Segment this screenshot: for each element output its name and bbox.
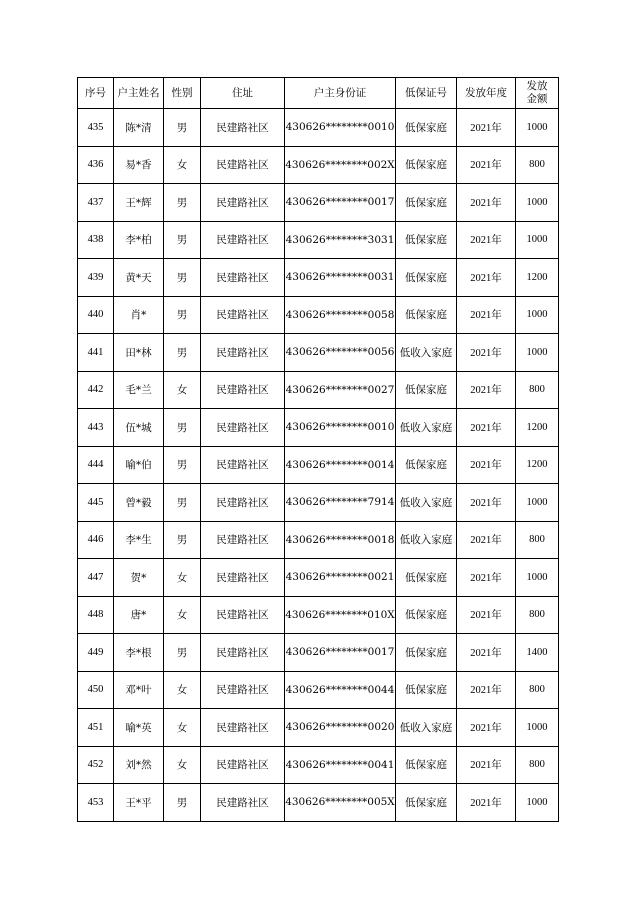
cell-id: 430626********0017: [285, 634, 396, 672]
cell-amount: 1000: [516, 184, 559, 222]
cell-address: 民建路社区: [201, 671, 285, 709]
table-header: [78, 78, 559, 109]
cell-gender: 男: [164, 409, 201, 447]
cell-id: 430626********0041: [285, 746, 396, 784]
cell-cert-type: 低收入家庭: [396, 409, 457, 447]
cell-year: 2021年: [457, 784, 516, 822]
header-amount: [516, 78, 559, 109]
cell-id: 430626********0020: [285, 709, 396, 747]
cell-amount: 800: [516, 146, 559, 184]
table-row: [78, 446, 559, 484]
cell-id: 430626********0010: [285, 409, 396, 447]
cell-address: 民建路社区: [201, 596, 285, 634]
cell-no: 437: [78, 184, 114, 222]
cell-address: 民建路社区: [201, 109, 285, 147]
cell-name: 喻*伯: [114, 446, 164, 484]
cell-name: 易*香: [114, 146, 164, 184]
header-no: 序号: [78, 78, 114, 109]
table-body: [78, 109, 559, 822]
cell-gender: 女: [164, 709, 201, 747]
cell-no: 435: [78, 109, 114, 147]
cell-id: 430626********0058: [285, 296, 396, 334]
cell-cert-type: 低保家庭: [396, 596, 457, 634]
cell-address: 民建路社区: [201, 484, 285, 522]
cell-id: 430626********010X: [285, 596, 396, 634]
table-row: [78, 634, 559, 672]
table-row: [78, 409, 559, 447]
cell-cert-type: 低收入家庭: [396, 484, 457, 522]
cell-address: 民建路社区: [201, 371, 285, 409]
cell-name: 伍*城: [114, 409, 164, 447]
table-row: [78, 334, 559, 372]
cell-no: 444: [78, 446, 114, 484]
table-row: [78, 371, 559, 409]
cell-id: 430626********0017: [285, 184, 396, 222]
cell-name: 邓*叶: [114, 671, 164, 709]
cell-gender: 女: [164, 146, 201, 184]
cell-id: 430626********0018: [285, 521, 396, 559]
cell-year: 2021年: [457, 109, 516, 147]
cell-gender: 男: [164, 221, 201, 259]
cell-address: 民建路社区: [201, 446, 285, 484]
cell-amount: 800: [516, 671, 559, 709]
cell-cert-type: 低保家庭: [396, 671, 457, 709]
cell-amount: 800: [516, 746, 559, 784]
cell-year: 2021年: [457, 334, 516, 372]
cell-address: 民建路社区: [201, 296, 285, 334]
header-cert-type: 低保证号: [396, 78, 457, 109]
cell-gender: 女: [164, 746, 201, 784]
cell-address: 民建路社区: [201, 559, 285, 597]
cell-address: 民建路社区: [201, 221, 285, 259]
cell-amount: 800: [516, 521, 559, 559]
cell-gender: 女: [164, 559, 201, 597]
cell-gender: 男: [164, 296, 201, 334]
cell-address: 民建路社区: [201, 709, 285, 747]
cell-name: 毛*兰: [114, 371, 164, 409]
cell-name: 李*根: [114, 634, 164, 672]
cell-gender: 男: [164, 634, 201, 672]
cell-id: 430626********0010: [285, 109, 396, 147]
cell-address: 民建路社区: [201, 184, 285, 222]
cell-amount: 1200: [516, 409, 559, 447]
cell-name: 王*平: [114, 784, 164, 822]
table-row: [78, 146, 559, 184]
cell-gender: 女: [164, 371, 201, 409]
cell-address: 民建路社区: [201, 146, 285, 184]
cell-year: 2021年: [457, 596, 516, 634]
cell-id: 430626********0027: [285, 371, 396, 409]
cell-amount: 800: [516, 596, 559, 634]
cell-no: 446: [78, 521, 114, 559]
cell-no: 439: [78, 259, 114, 297]
cell-cert-type: 低收入家庭: [396, 521, 457, 559]
cell-year: 2021年: [457, 146, 516, 184]
cell-no: 451: [78, 709, 114, 747]
cell-id: 430626********7914: [285, 484, 396, 522]
cell-cert-type: 低保家庭: [396, 184, 457, 222]
cell-amount: 1200: [516, 446, 559, 484]
cell-id: 430626********0056: [285, 334, 396, 372]
table-row: [78, 296, 559, 334]
cell-year: 2021年: [457, 221, 516, 259]
cell-amount: 1000: [516, 109, 559, 147]
cell-year: 2021年: [457, 446, 516, 484]
cell-no: 441: [78, 334, 114, 372]
cell-name: 唐*: [114, 596, 164, 634]
cell-year: 2021年: [457, 634, 516, 672]
cell-address: 民建路社区: [201, 784, 285, 822]
cell-gender: 女: [164, 671, 201, 709]
cell-name: 曾*毅: [114, 484, 164, 522]
cell-year: 2021年: [457, 746, 516, 784]
cell-address: 民建路社区: [201, 521, 285, 559]
cell-cert-type: 低保家庭: [396, 296, 457, 334]
cell-no: 452: [78, 746, 114, 784]
cell-name: 李*生: [114, 521, 164, 559]
header-gender: 性别: [164, 78, 201, 109]
cell-amount: 1200: [516, 259, 559, 297]
cell-name: 田*林: [114, 334, 164, 372]
cell-cert-type: 低保家庭: [396, 634, 457, 672]
header-row: [78, 78, 559, 109]
header-address: 住址: [201, 78, 285, 109]
cell-cert-type: 低保家庭: [396, 221, 457, 259]
cell-amount: 1000: [516, 559, 559, 597]
cell-id: 430626********3031: [285, 221, 396, 259]
cell-name: 黄*天: [114, 259, 164, 297]
cell-gender: 男: [164, 334, 201, 372]
cell-no: 447: [78, 559, 114, 597]
table-row: [78, 184, 559, 222]
cell-address: 民建路社区: [201, 634, 285, 672]
header-name: 户主姓名: [114, 78, 164, 109]
cell-no: 448: [78, 596, 114, 634]
cell-cert-type: 低保家庭: [396, 746, 457, 784]
cell-amount: 1000: [516, 296, 559, 334]
cell-gender: 男: [164, 784, 201, 822]
cell-name: 李*柏: [114, 221, 164, 259]
cell-gender: 男: [164, 484, 201, 522]
table-row: [78, 709, 559, 747]
cell-year: 2021年: [457, 371, 516, 409]
cell-amount: 800: [516, 371, 559, 409]
table-row: [78, 521, 559, 559]
header-amount-line1: 发放: [526, 80, 548, 92]
cell-amount: 1400: [516, 634, 559, 672]
cell-id: 430626********0021: [285, 559, 396, 597]
cell-amount: 1000: [516, 709, 559, 747]
cell-gender: 男: [164, 446, 201, 484]
cell-year: 2021年: [457, 409, 516, 447]
cell-id: 430626********002X: [285, 146, 396, 184]
cell-cert-type: 低收入家庭: [396, 709, 457, 747]
cell-gender: 男: [164, 259, 201, 297]
cell-id: 430626********0014: [285, 446, 396, 484]
table-row: [78, 746, 559, 784]
cell-no: 445: [78, 484, 114, 522]
cell-no: 436: [78, 146, 114, 184]
cell-gender: 男: [164, 521, 201, 559]
cell-name: 王*辉: [114, 184, 164, 222]
header-amount-line2: 金额: [526, 93, 548, 105]
table-row: [78, 559, 559, 597]
cell-amount: 1000: [516, 784, 559, 822]
cell-gender: 男: [164, 184, 201, 222]
cell-no: 440: [78, 296, 114, 334]
cell-cert-type: 低保家庭: [396, 109, 457, 147]
cell-id: 430626********005X: [285, 784, 396, 822]
cell-name: 陈*清: [114, 109, 164, 147]
table-row: [78, 596, 559, 634]
cell-gender: 女: [164, 596, 201, 634]
cell-address: 民建路社区: [201, 259, 285, 297]
header-id-card: 户主身份证: [285, 78, 396, 109]
cell-no: 442: [78, 371, 114, 409]
subsidy-table: [77, 77, 559, 822]
cell-cert-type: 低保家庭: [396, 784, 457, 822]
cell-year: 2021年: [457, 671, 516, 709]
cell-name: 肖*: [114, 296, 164, 334]
cell-no: 438: [78, 221, 114, 259]
table-row: [78, 484, 559, 522]
cell-name: 刘*然: [114, 746, 164, 784]
cell-cert-type: 低保家庭: [396, 559, 457, 597]
cell-name: 喻*英: [114, 709, 164, 747]
cell-amount: 1000: [516, 484, 559, 522]
cell-amount: 1000: [516, 221, 559, 259]
table-row: [78, 784, 559, 822]
cell-address: 民建路社区: [201, 334, 285, 372]
cell-amount: 1000: [516, 334, 559, 372]
cell-cert-type: 低收入家庭: [396, 334, 457, 372]
cell-address: 民建路社区: [201, 409, 285, 447]
cell-cert-type: 低保家庭: [396, 146, 457, 184]
table-row: [78, 671, 559, 709]
cell-year: 2021年: [457, 259, 516, 297]
header-year: 发放年度: [457, 78, 516, 109]
table-row: [78, 109, 559, 147]
cell-gender: 男: [164, 109, 201, 147]
cell-no: 453: [78, 784, 114, 822]
cell-cert-type: 低保家庭: [396, 446, 457, 484]
cell-no: 443: [78, 409, 114, 447]
cell-cert-type: 低保家庭: [396, 371, 457, 409]
table-row: [78, 221, 559, 259]
cell-address: 民建路社区: [201, 746, 285, 784]
cell-no: 449: [78, 634, 114, 672]
cell-year: 2021年: [457, 559, 516, 597]
cell-year: 2021年: [457, 521, 516, 559]
cell-year: 2021年: [457, 296, 516, 334]
cell-year: 2021年: [457, 184, 516, 222]
cell-id: 430626********0031: [285, 259, 396, 297]
cell-year: 2021年: [457, 709, 516, 747]
table-row: [78, 259, 559, 297]
cell-year: 2021年: [457, 484, 516, 522]
cell-no: 450: [78, 671, 114, 709]
cell-cert-type: 低保家庭: [396, 259, 457, 297]
cell-id: 430626********0044: [285, 671, 396, 709]
document-page: [77, 77, 558, 822]
cell-name: 贺*: [114, 559, 164, 597]
